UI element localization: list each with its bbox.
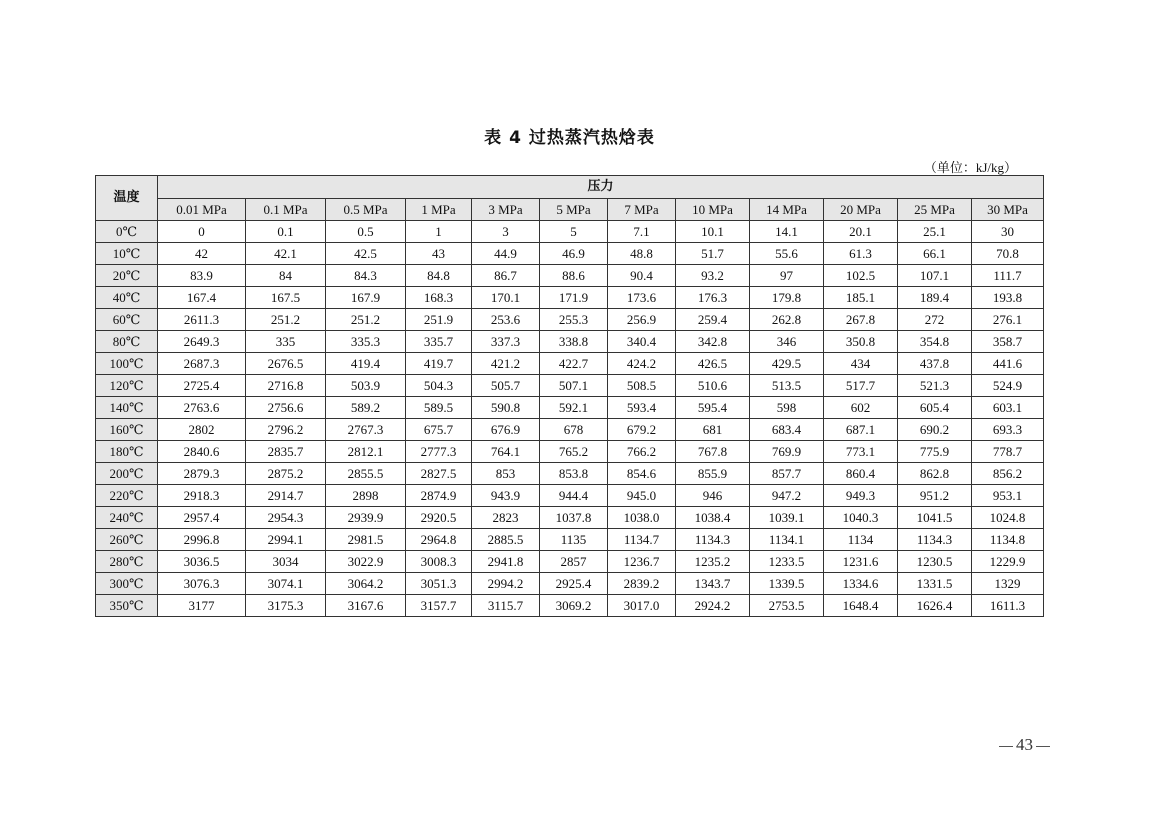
enthalpy-cell: 259.4 [676,309,750,331]
pressure-column-header: 14 MPa [750,199,824,221]
enthalpy-cell: 48.8 [608,243,676,265]
enthalpy-cell: 0.1 [246,221,326,243]
enthalpy-cell: 1329 [972,573,1044,595]
enthalpy-cell: 14.1 [750,221,824,243]
enthalpy-cell: 2875.2 [246,463,326,485]
enthalpy-cell: 2857 [540,551,608,573]
enthalpy-cell: 524.9 [972,375,1044,397]
table-row [96,353,1044,375]
enthalpy-cell: 856.2 [972,463,1044,485]
enthalpy-cell: 589.5 [406,397,472,419]
enthalpy-cell: 1611.3 [972,595,1044,617]
enthalpy-cell: 681 [676,419,750,441]
enthalpy-cell: 90.4 [608,265,676,287]
enthalpy-cell: 167.4 [158,287,246,309]
enthalpy-cell: 25.1 [898,221,972,243]
table-row [96,375,1044,397]
enthalpy-cell: 1134.7 [608,529,676,551]
enthalpy-cell: 592.1 [540,397,608,419]
enthalpy-cell: 605.4 [898,397,972,419]
enthalpy-cell: 3036.5 [158,551,246,573]
enthalpy-cell: 1339.5 [750,573,824,595]
enthalpy-cell: 3008.3 [406,551,472,573]
pressure-column-header: 0.5 MPa [326,199,406,221]
enthalpy-cell: 2676.5 [246,353,326,375]
temperature-cell: 100℃ [96,353,158,375]
temperature-cell: 280℃ [96,551,158,573]
enthalpy-cell: 943.9 [472,485,540,507]
enthalpy-cell: 42.5 [326,243,406,265]
enthalpy-cell: 193.8 [972,287,1044,309]
enthalpy-cell: 83.9 [158,265,246,287]
enthalpy-cell: 51.7 [676,243,750,265]
enthalpy-cell: 437.8 [898,353,972,375]
enthalpy-cell: 1037.8 [540,507,608,529]
enthalpy-cell: 276.1 [972,309,1044,331]
enthalpy-cell: 3167.6 [326,595,406,617]
enthalpy-cell: 517.7 [824,375,898,397]
enthalpy-cell: 1331.5 [898,573,972,595]
enthalpy-cell: 88.6 [540,265,608,287]
enthalpy-cell: 690.2 [898,419,972,441]
table-row [96,243,1044,265]
enthalpy-cell: 272 [898,309,972,331]
enthalpy-cell: 2687.3 [158,353,246,375]
enthalpy-cell: 2874.9 [406,485,472,507]
table-body [96,221,1044,617]
enthalpy-cell: 687.1 [824,419,898,441]
enthalpy-cell: 3022.9 [326,551,406,573]
enthalpy-cell: 256.9 [608,309,676,331]
enthalpy-cell: 769.9 [750,441,824,463]
enthalpy-cell: 7.1 [608,221,676,243]
enthalpy-cell: 422.7 [540,353,608,375]
enthalpy-cell: 267.8 [824,309,898,331]
enthalpy-cell: 3076.3 [158,573,246,595]
pressure-column-header: 0.1 MPa [246,199,326,221]
enthalpy-cell: 358.7 [972,331,1044,353]
enthalpy-cell: 2994.1 [246,529,326,551]
table-row [96,529,1044,551]
table-row [96,485,1044,507]
enthalpy-cell: 251.2 [326,309,406,331]
enthalpy-cell: 1134.1 [750,529,824,551]
enthalpy-cell: 2649.3 [158,331,246,353]
enthalpy-cell: 346 [750,331,824,353]
temperature-header: 温度 [96,176,158,221]
enthalpy-cell: 2840.6 [158,441,246,463]
enthalpy-cell: 2941.8 [472,551,540,573]
enthalpy-cell: 683.4 [750,419,824,441]
enthalpy-cell: 2835.7 [246,441,326,463]
enthalpy-cell: 679.2 [608,419,676,441]
enthalpy-cell: 2885.5 [472,529,540,551]
enthalpy-cell: 70.8 [972,243,1044,265]
enthalpy-cell: 1134.8 [972,529,1044,551]
enthalpy-cell: 1231.6 [824,551,898,573]
table-row [96,221,1044,243]
enthalpy-cell: 335.3 [326,331,406,353]
enthalpy-cell: 1038.0 [608,507,676,529]
enthalpy-cell: 2827.5 [406,463,472,485]
enthalpy-cell: 2802 [158,419,246,441]
enthalpy-cell: 855.9 [676,463,750,485]
enthalpy-cell: 589.2 [326,397,406,419]
enthalpy-cell: 337.3 [472,331,540,353]
enthalpy-cell: 167.5 [246,287,326,309]
table-row [96,397,1044,419]
temperature-cell: 60℃ [96,309,158,331]
enthalpy-cell: 3069.2 [540,595,608,617]
enthalpy-cell: 107.1 [898,265,972,287]
enthalpy-cell: 2725.4 [158,375,246,397]
enthalpy-cell: 778.7 [972,441,1044,463]
enthalpy-cell: 862.8 [898,463,972,485]
enthalpy-cell: 167.9 [326,287,406,309]
enthalpy-cell: 173.6 [608,287,676,309]
pressure-header: 压力 [158,176,1044,199]
enthalpy-cell: 350.8 [824,331,898,353]
temperature-cell: 260℃ [96,529,158,551]
pressure-column-header: 10 MPa [676,199,750,221]
enthalpy-cell: 946 [676,485,750,507]
enthalpy-cell: 2964.8 [406,529,472,551]
table-row [96,463,1044,485]
table-row [96,309,1044,331]
enthalpy-cell: 503.9 [326,375,406,397]
enthalpy-cell: 1343.7 [676,573,750,595]
enthalpy-cell: 947.2 [750,485,824,507]
enthalpy-cell: 86.7 [472,265,540,287]
enthalpy-cell: 678 [540,419,608,441]
enthalpy-cell: 3017.0 [608,595,676,617]
enthalpy-cell: 419.7 [406,353,472,375]
enthalpy-cell: 170.1 [472,287,540,309]
enthalpy-cell: 93.2 [676,265,750,287]
enthalpy-cell: 2924.2 [676,595,750,617]
enthalpy-cell: 10.1 [676,221,750,243]
temperature-cell: 140℃ [96,397,158,419]
enthalpy-cell: 3 [472,221,540,243]
enthalpy-cell: 1230.5 [898,551,972,573]
temperature-cell: 80℃ [96,331,158,353]
enthalpy-cell: 521.3 [898,375,972,397]
enthalpy-cell: 3074.1 [246,573,326,595]
enthalpy-cell: 3051.3 [406,573,472,595]
enthalpy-cell: 2925.4 [540,573,608,595]
enthalpy-cell: 1334.6 [824,573,898,595]
enthalpy-cell: 354.8 [898,331,972,353]
enthalpy-cell: 2954.3 [246,507,326,529]
enthalpy-cell: 426.5 [676,353,750,375]
enthalpy-cell: 44.9 [472,243,540,265]
temperature-cell: 20℃ [96,265,158,287]
pressure-column-header: 20 MPa [824,199,898,221]
enthalpy-cell: 84.8 [406,265,472,287]
temperature-cell: 180℃ [96,441,158,463]
enthalpy-cell: 676.9 [472,419,540,441]
enthalpy-cell: 42 [158,243,246,265]
temperature-cell: 10℃ [96,243,158,265]
enthalpy-cell: 766.2 [608,441,676,463]
enthalpy-cell: 179.8 [750,287,824,309]
enthalpy-cell: 505.7 [472,375,540,397]
enthalpy-cell: 2957.4 [158,507,246,529]
page-number-value: 43 [1016,735,1033,754]
enthalpy-cell: 504.3 [406,375,472,397]
enthalpy-cell: 765.2 [540,441,608,463]
enthalpy-cell: 1040.3 [824,507,898,529]
enthalpy-cell: 2855.5 [326,463,406,485]
enthalpy-cell: 1648.4 [824,595,898,617]
enthalpy-cell: 854.6 [608,463,676,485]
enthalpy-cell: 2920.5 [406,507,472,529]
enthalpy-cell: 419.4 [326,353,406,375]
enthalpy-cell: 2996.8 [158,529,246,551]
enthalpy-cell: 953.1 [972,485,1044,507]
enthalpy-cell: 111.7 [972,265,1044,287]
enthalpy-cell: 2767.3 [326,419,406,441]
enthalpy-cell: 2879.3 [158,463,246,485]
enthalpy-cell: 949.3 [824,485,898,507]
enthalpy-cell: 1039.1 [750,507,824,529]
temperature-cell: 0℃ [96,221,158,243]
enthalpy-cell: 338.8 [540,331,608,353]
enthalpy-cell: 951.2 [898,485,972,507]
enthalpy-cell: 590.8 [472,397,540,419]
enthalpy-cell: 3177 [158,595,246,617]
enthalpy-cell: 3175.3 [246,595,326,617]
enthalpy-cell: 55.6 [750,243,824,265]
enthalpy-cell: 507.1 [540,375,608,397]
enthalpy-cell: 251.9 [406,309,472,331]
enthalpy-cell: 421.2 [472,353,540,375]
enthalpy-cell: 2898 [326,485,406,507]
enthalpy-cell: 2994.2 [472,573,540,595]
table-title: 表 4 过热蒸汽热焓表 [484,128,655,148]
enthalpy-cell: 510.6 [676,375,750,397]
enthalpy-cell: 424.2 [608,353,676,375]
enthalpy-cell: 602 [824,397,898,419]
enthalpy-cell: 853.8 [540,463,608,485]
enthalpy-cell: 30 [972,221,1044,243]
enthalpy-cell: 675.7 [406,419,472,441]
enthalpy-cell: 2839.2 [608,573,676,595]
enthalpy-cell: 603.1 [972,397,1044,419]
enthalpy-cell: 5 [540,221,608,243]
enthalpy-cell: 20.1 [824,221,898,243]
enthalpy-cell: 1041.5 [898,507,972,529]
unit-note: （单位：kJ/kg） [923,160,1017,175]
enthalpy-cell: 251.2 [246,309,326,331]
enthalpy-cell: 508.5 [608,375,676,397]
temperature-cell: 40℃ [96,287,158,309]
enthalpy-cell: 171.9 [540,287,608,309]
enthalpy-cell: 1134.3 [676,529,750,551]
enthalpy-cell: 262.8 [750,309,824,331]
enthalpy-cell: 189.4 [898,287,972,309]
enthalpy-cell: 342.8 [676,331,750,353]
enthalpy-cell: 2823 [472,507,540,529]
enthalpy-cell: 1233.5 [750,551,824,573]
enthalpy-cell: 46.9 [540,243,608,265]
enthalpy-cell: 2611.3 [158,309,246,331]
enthalpy-cell: 3034 [246,551,326,573]
enthalpy-cell: 593.4 [608,397,676,419]
pressure-column-header: 25 MPa [898,199,972,221]
enthalpy-cell: 853 [472,463,540,485]
enthalpy-cell: 255.3 [540,309,608,331]
enthalpy-cell: 1235.2 [676,551,750,573]
enthalpy-cell: 42.1 [246,243,326,265]
enthalpy-cell: 2796.2 [246,419,326,441]
pressure-column-header: 3 MPa [472,199,540,221]
enthalpy-cell: 253.6 [472,309,540,331]
enthalpy-cell: 1134 [824,529,898,551]
enthalpy-cell: 84 [246,265,326,287]
table-row [96,331,1044,353]
pressure-column-header: 7 MPa [608,199,676,221]
enthalpy-cell: 61.3 [824,243,898,265]
enthalpy-cell: 429.5 [750,353,824,375]
pressure-column-header: 0.01 MPa [158,199,246,221]
page-number [996,735,1053,755]
enthalpy-cell: 0.5 [326,221,406,243]
enthalpy-cell: 3064.2 [326,573,406,595]
enthalpy-cell: 1626.4 [898,595,972,617]
enthalpy-cell: 693.3 [972,419,1044,441]
enthalpy-cell: 1229.9 [972,551,1044,573]
enthalpy-cell: 764.1 [472,441,540,463]
enthalpy-cell: 2753.5 [750,595,824,617]
temperature-cell: 350℃ [96,595,158,617]
enthalpy-cell: 340.4 [608,331,676,353]
enthalpy-cell: 102.5 [824,265,898,287]
table-row [96,595,1044,617]
enthalpy-cell: 335 [246,331,326,353]
enthalpy-cell: 335.7 [406,331,472,353]
enthalpy-cell: 441.6 [972,353,1044,375]
enthalpy-cell: 2812.1 [326,441,406,463]
enthalpy-cell: 513.5 [750,375,824,397]
enthalpy-table [95,175,1044,617]
enthalpy-cell: 857.7 [750,463,824,485]
enthalpy-cell: 168.3 [406,287,472,309]
temperature-cell: 200℃ [96,463,158,485]
table-row [96,507,1044,529]
enthalpy-cell: 1024.8 [972,507,1044,529]
enthalpy-cell: 176.3 [676,287,750,309]
enthalpy-cell: 66.1 [898,243,972,265]
enthalpy-cell: 860.4 [824,463,898,485]
enthalpy-cell: 767.8 [676,441,750,463]
enthalpy-cell: 2756.6 [246,397,326,419]
enthalpy-cell: 1135 [540,529,608,551]
temperature-cell: 160℃ [96,419,158,441]
enthalpy-cell: 97 [750,265,824,287]
enthalpy-cell: 43 [406,243,472,265]
enthalpy-cell: 434 [824,353,898,375]
page-dash-right [1036,746,1050,747]
enthalpy-cell: 0 [158,221,246,243]
pressure-column-header: 30 MPa [972,199,1044,221]
enthalpy-cell: 2939.9 [326,507,406,529]
temperature-cell: 220℃ [96,485,158,507]
enthalpy-cell: 945.0 [608,485,676,507]
enthalpy-cell: 2777.3 [406,441,472,463]
table-row [96,419,1044,441]
table-row [96,573,1044,595]
table-row [96,265,1044,287]
enthalpy-cell: 2914.7 [246,485,326,507]
temperature-cell: 300℃ [96,573,158,595]
pressure-column-header: 5 MPa [540,199,608,221]
enthalpy-cell: 2981.5 [326,529,406,551]
enthalpy-cell: 1 [406,221,472,243]
enthalpy-cell: 1236.7 [608,551,676,573]
enthalpy-cell: 773.1 [824,441,898,463]
pressure-column-header: 1 MPa [406,199,472,221]
enthalpy-cell: 2716.8 [246,375,326,397]
enthalpy-cell: 1134.3 [898,529,972,551]
enthalpy-cell: 2918.3 [158,485,246,507]
temperature-cell: 120℃ [96,375,158,397]
enthalpy-cell: 1038.4 [676,507,750,529]
table-row [96,551,1044,573]
table-row [96,441,1044,463]
enthalpy-cell: 775.9 [898,441,972,463]
enthalpy-cell: 3157.7 [406,595,472,617]
enthalpy-cell: 185.1 [824,287,898,309]
enthalpy-cell: 3115.7 [472,595,540,617]
page-dash-left [999,746,1013,747]
temperature-cell: 240℃ [96,507,158,529]
enthalpy-cell: 944.4 [540,485,608,507]
pressure-columns-row [96,199,1044,221]
enthalpy-cell: 598 [750,397,824,419]
enthalpy-cell: 595.4 [676,397,750,419]
enthalpy-cell: 2763.6 [158,397,246,419]
table-row [96,287,1044,309]
enthalpy-cell: 84.3 [326,265,406,287]
